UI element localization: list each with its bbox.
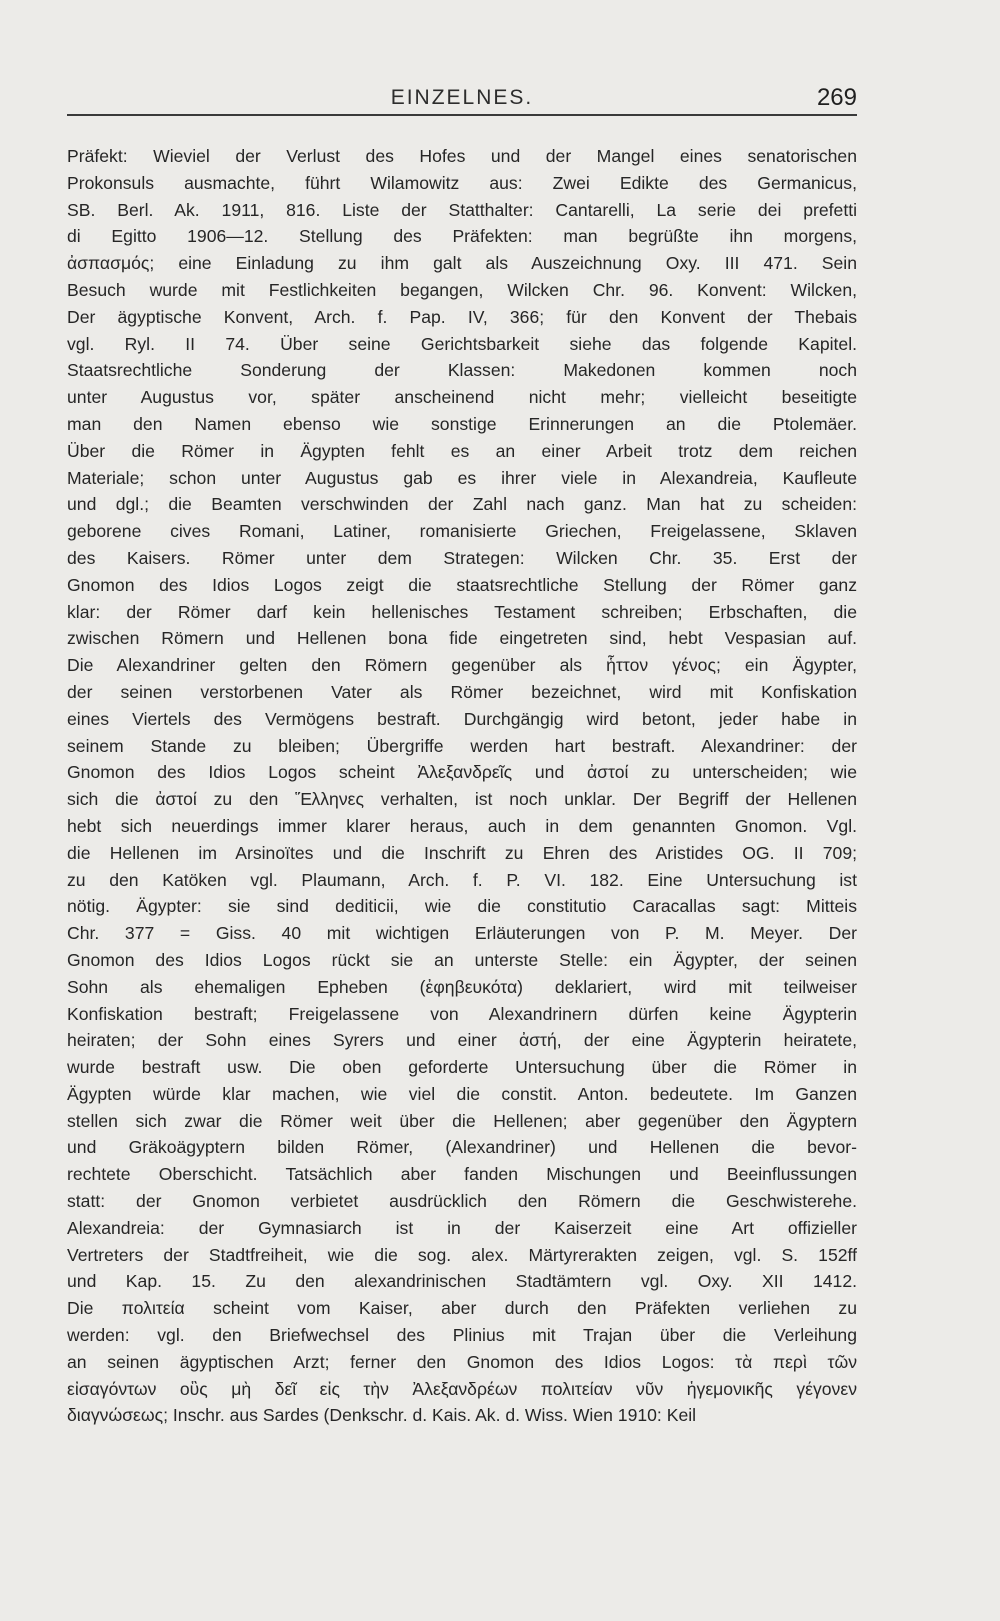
text-line: Sohn als ehemaligen Epheben (ἐφηβευκότα) deklariert, wird mit teilweiser (67, 976, 857, 997)
text-line: vgl. Ryl. II 74. Über seine Gerichtsbarkeit siehe das folgende Kapitel. (67, 333, 857, 354)
text-line: Gnomon des Idios Logos scheint Ἀλεξανδρεῖς und ἀστοί zu unterscheiden; wie (67, 762, 857, 783)
text-line: hebt sich neuerdings immer klarer heraus, auch in dem genannten Gnomon. Vgl. (67, 815, 857, 836)
body-text (67, 143, 857, 1429)
text-line: Besuch wurde mit Festlichkeiten begangen, Wilcken Chr. 96. Konvent: Wilcken, (67, 279, 857, 300)
text-line: Materiale; schon unter Augustus gab es ihrer viele in Alexandreia, Kaufleute (67, 467, 857, 488)
text-line: Gnomon des Idios Logos zeigt die staatsrechtliche Stellung der Römer ganz (67, 574, 857, 595)
text-line: die Hellenen im Arsinoïtes und die Inschrift zu Ehren des Aristides OG. II 709; (67, 842, 857, 863)
text-line: klar: der Römer darf kein hellenisches Testament schreiben; Erbschaften, die (67, 601, 857, 622)
running-head: EINZELNES. (390, 86, 534, 109)
text-line: sich die ἀστοί zu den Ἕλληνες verhalten, ist noch unklar. Der Begriff der Hellenen (67, 789, 857, 810)
text-line: seinem Stande zu bleiben; Übergriffe werden hart bestraft. Alexandriner: der (67, 735, 857, 756)
text-line: stellen sich zwar die Römer weit über die Hellenen; aber gegenüber den Ägyptern (67, 1110, 857, 1131)
text-line: des Kaisers. Römer unter dem Strategen: Wilcken Chr. 35. Erst der (67, 547, 857, 568)
text-line: zu den Katöken vgl. Plaumann, Arch. f. P. VI. 182. Eine Untersuchung ist (67, 869, 857, 890)
text-line: Prokonsuls ausmachte, führt Wilamowitz aus: Zwei Edikte des Germanicus, (67, 172, 857, 193)
text-line: Vertreters der Stadtfreiheit, wie die sog. alex. Märtyrerakten zeigen, vgl. S. 152ff (67, 1244, 857, 1265)
text-line: Über die Römer in Ägypten fehlt es an einer Arbeit trotz dem reichen (67, 440, 857, 461)
text-line: zwischen Römern und Hellenen bona fide eingetreten sind, hebt Vespasian auf. (67, 628, 857, 649)
text-line: Gnomon des Idios Logos rückt sie an unterste Stelle: ein Ägypter, der seinen (67, 949, 857, 970)
text-line: unter Augustus vor, später anscheinend nicht mehr; vielleicht beseitigte (67, 387, 857, 408)
header-rule (67, 114, 857, 116)
text-line: und Kap. 15. Zu den alexandrinischen Stadtämtern vgl. Oxy. XII 1412. (67, 1271, 857, 1292)
text-line: SB. Berl. Ak. 1911, 816. Liste der Statthalter: Cantarelli, La serie dei prefetti (67, 199, 857, 220)
text-line: rechtete Oberschicht. Tatsächlich aber fanden Mischungen und Beeinflussungen (67, 1164, 857, 1185)
text-line: Chr. 377 = Giss. 40 mit wichtigen Erläuterungen von P. M. Meyer. Der (67, 923, 857, 944)
text-line: wurde bestraft usw. Die oben geforderte Untersuchung über die Römer in (67, 1057, 857, 1078)
text-line: eines Viertels des Vermögens bestraft. Durchgängig wird betont, jeder habe in (67, 708, 857, 729)
text-line: διαγνώσεως; Inschr. aus Sardes (Denkschr. d. Kais. Ak. d. Wiss. Wien 1910: Keil (67, 1405, 697, 1426)
text-line: und Gräkoägyptern bilden Römer, (Alexandriner) und Hellenen die bevor- (67, 1137, 857, 1158)
text-line: Die Alexandriner gelten den Römern gegenüber als ἧττον γένος; ein Ägypter, (67, 655, 857, 676)
text-line: und dgl.; die Beamten verschwinden der Zahl nach ganz. Man hat zu scheiden: (67, 494, 857, 515)
text-line: werden: vgl. den Briefwechsel des Plinius mit Trajan über die Verleihung (67, 1325, 857, 1346)
text-line: nötig. Ägypter: sie sind dediticii, wie die constitutio Caracallas sagt: Mitteis (67, 896, 857, 917)
text-line: Alexandreia: der Gymnasiarch ist in der Kaiserzeit eine Art offizieller (67, 1217, 857, 1238)
text-line: εἰσαγόντων οὓς μὴ δεῖ εἰς τὴν Ἀλεξανδρέων πολιτείαν νῦν ἡγεμονικῆς γέγονεν (67, 1378, 857, 1399)
text-line: Ägypten würde klar machen, wie viel die constit. Anton. bedeutete. Im Ganzen (67, 1083, 857, 1104)
text-line: an seinen ägyptischen Arzt; ferner den Gnomon des Idios Logos: τὰ περὶ τῶν (67, 1351, 857, 1372)
text-line: der seinen verstorbenen Vater als Römer bezeichnet, wird mit Konfiskation (67, 681, 857, 702)
text-line: di Egitto 1906—12. Stellung des Präfekten: man begrüßte ihn morgens, (67, 226, 857, 247)
text-line: geborene cives Romani, Latiner, romanisierte Griechen, Freigelassene, Sklaven (67, 521, 857, 542)
text-line: Präfekt: Wieviel der Verlust des Hofes und der Mangel eines senatorischen (67, 146, 857, 166)
text-line: ἀσπασμός; eine Einladung zu ihm galt als Auszeichnung Oxy. III 471. Sein (67, 253, 857, 274)
text-line: statt: der Gnomon verbietet ausdrücklich den Römern die Geschwisterehe. (67, 1191, 857, 1212)
text-line: Konfiskation bestraft; Freigelassene von Alexandrinern dürfen keine Ägypterin (67, 1003, 857, 1024)
text-line: heiraten; der Sohn eines Syrers und einer ἀστή, der eine Ägypterin heiratete, (67, 1030, 857, 1051)
text-line: Staatsrechtliche Sonderung der Klassen: Makedonen kommen noch (67, 360, 857, 381)
text-line: Der ägyptische Konvent, Arch. f. Pap. IV, 366; für den Konvent der Thebais (67, 306, 857, 327)
page-number: 269 (816, 84, 857, 111)
text-line: Die πολιτεία scheint vom Kaiser, aber durch den Präfekten verliehen zu (67, 1298, 857, 1319)
page-header (67, 84, 857, 118)
text-line: man den Namen ebenso wie sonstige Erinnerungen an die Ptolemäer. (67, 413, 857, 434)
